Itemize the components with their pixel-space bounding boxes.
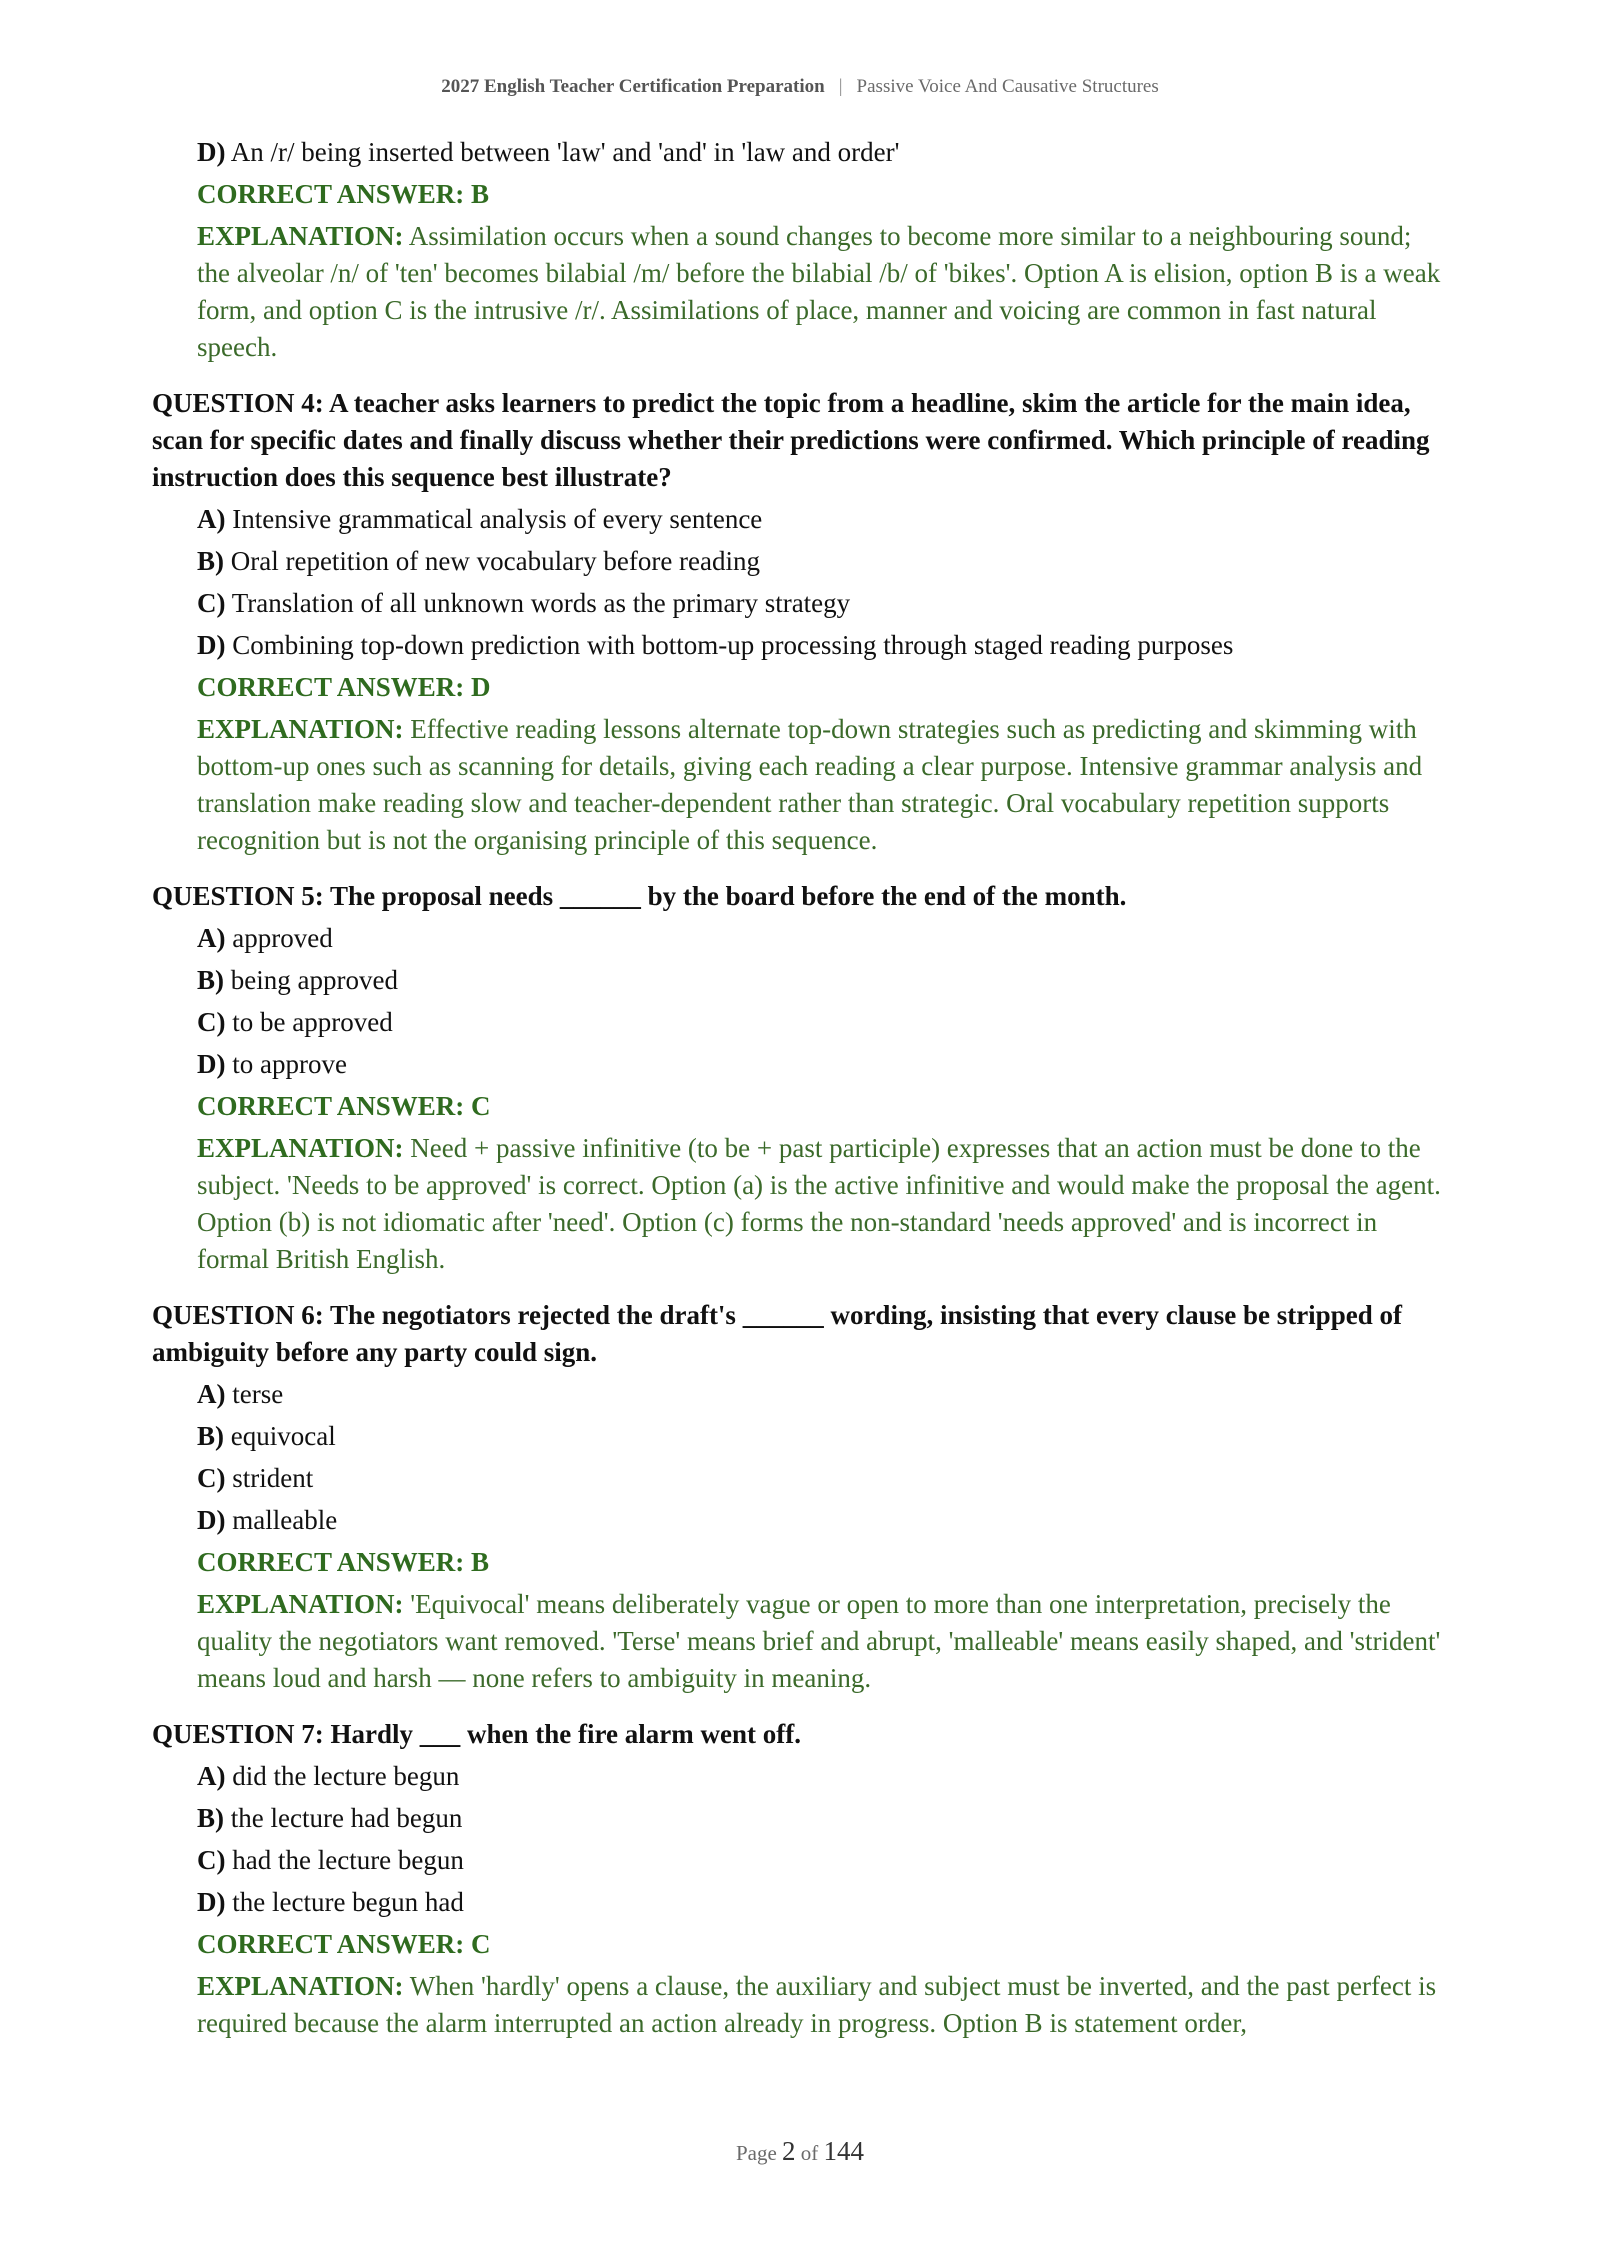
option-letter: A) [197,1761,226,1791]
option-text: Combining top-down prediction with bottom-up processing through staged reading purposes [225,630,1234,660]
option-text: the lecture had begun [224,1803,463,1833]
option-text: strident [225,1463,314,1493]
option-text: Oral repetition of new vocabulary before reading [224,546,761,576]
explanation-label: EXPLANATION: [197,1971,404,2001]
page-content [152,134,1442,2042]
question-7-stem: QUESTION 7: Hardly ___ when the fire alarm went off. [152,1719,801,1749]
question-5-stem: QUESTION 5: The proposal needs ______ by the board before the end of the month. [152,881,1127,911]
q6-correct-answer: CORRECT ANSWER: B [197,1547,490,1577]
option-text: Intensive grammatical analysis of every sentence [225,504,763,534]
option-letter: B) [197,1421,224,1451]
q4-correct-answer: CORRECT ANSWER: D [197,672,491,702]
q6-option-c [197,1460,1442,1497]
option-text: to approve [225,1049,347,1079]
footer-page-number: 2 [782,2136,796,2166]
q4-explanation [197,711,1442,859]
option-text: Translation of all unknown words as the primary strategy [225,588,851,618]
option-letter: D) [197,1505,226,1535]
question-6-stem: QUESTION 6: The negotiators rejected the draft's ______ wording, insisting that every clause be stripped of ambiguity before any party could sign. [152,1300,1402,1367]
option-letter: D) [197,137,226,167]
option-letter: D) [197,1887,226,1917]
option-text: An /r/ being inserted between 'law' and 'and' in 'law and order' [225,137,900,167]
option-letter: A) [197,1379,226,1409]
q6-option-a [197,1376,1442,1413]
q6-option-b [197,1418,1442,1455]
q5-correct-answer: CORRECT ANSWER: C [197,1091,491,1121]
q3-explanation [197,218,1442,366]
explanation-text: Effective reading lessons alternate top-down strategies such as predicting and skimming with bottom-up ones such as scanning for details, giving each reading a clear purpose. Intensive grammar analysis and translation make reading slow and teacher-dependent rather than strategic. Oral vocabulary repetition supports recognition but is not the organising principle of this sequence. [197,714,1423,855]
q6-option-d [197,1502,1442,1539]
option-letter: A) [197,504,226,534]
q7-option-a [197,1758,1442,1795]
explanation-label: EXPLANATION: [197,221,404,251]
question-4-stem: QUESTION 4: A teacher asks learners to predict the topic from a headline, skim the article for the main idea, scan for specific dates and finally discuss whether their predictions were confirmed. Which principle of reading instruction does this sequence best illustrate? [152,388,1430,492]
option-text: to be approved [225,1007,393,1037]
option-letter: B) [197,965,224,995]
footer-page-word: Page [735,2141,777,2165]
option-letter: A) [197,923,226,953]
explanation-label: EXPLANATION: [197,1589,404,1619]
q7-option-d [197,1884,1442,1921]
explanation-label: EXPLANATION: [197,714,404,744]
option-letter: D) [197,630,226,660]
explanation-text: Assimilation occurs when a sound changes to become more similar to a neighbouring sound; the alveolar /n/ of 'ten' becomes bilabial /m/ before the bilabial /b/ of 'bikes'. Option A is elision, option B is a weak form, and option C is the intrusive /r/. Assimilations of place, manner and voicing are common in fast natural speech. [197,221,1441,362]
option-text: the lecture begun had [225,1887,464,1917]
option-text: malleable [225,1505,338,1535]
option-text: had the lecture begun [225,1845,464,1875]
q3-correct-answer: CORRECT ANSWER: B [197,179,490,209]
footer-of-word: of [800,2141,819,2165]
option-letter: C) [197,1845,226,1875]
header-section: Passive Voice And Causative Structures [856,76,1159,97]
option-text: approved [225,923,333,953]
explanation-text: Need + passive infinitive (to be + past participle) expresses that an action must be done to the subject. 'Needs to be approved' is correct. Option (a) is the active infinitive and would make the proposal the agent. Option (b) is not idiomatic after 'need'. Option (c) forms the non-standard 'needs approved' and is incorrect in formal British English. [197,1133,1441,1274]
q4-option-c [197,585,1442,622]
option-letter: B) [197,546,224,576]
option-letter: C) [197,1007,226,1037]
explanation-text: When 'hardly' opens a clause, the auxiliary and subject must be inverted, and the past perfect is required because the alarm interrupted an action already in progress. Option B is statement order, [197,1971,1437,2038]
q4-option-d [197,627,1442,664]
q5-option-b [197,962,1442,999]
q6-explanation [197,1586,1442,1697]
q5-option-a [197,920,1442,957]
footer-total-pages: 144 [823,2136,865,2166]
q5-option-d [197,1046,1442,1083]
option-text: terse [225,1379,284,1409]
q7-option-b [197,1800,1442,1837]
q7-option-c [197,1842,1442,1879]
option-letter: C) [197,1463,226,1493]
option-text: equivocal [224,1421,336,1451]
explanation-text: 'Equivocal' means deliberately vague or open to more than one interpretation, precisely the quality the negotiators want removed. 'Terse' means brief and abrupt, 'malleable' means easily shaped, and 'strident' means loud and harsh — none refers to ambiguity in meaning. [197,1589,1441,1693]
option-letter: C) [197,588,226,618]
option-text: being approved [224,965,398,995]
q5-explanation [197,1130,1442,1278]
q7-correct-answer: CORRECT ANSWER: C [197,1929,491,1959]
explanation-label: EXPLANATION: [197,1133,404,1163]
q5-option-c [197,1004,1442,1041]
header-separator: | [838,76,843,97]
q4-option-a [197,501,1442,538]
page-header [0,76,1600,98]
page-footer [0,2136,1600,2167]
option-letter: B) [197,1803,224,1833]
option-letter: D) [197,1049,226,1079]
q3-option-d [197,134,1442,171]
q7-explanation [197,1968,1442,2042]
option-text: did the lecture begun [225,1761,460,1791]
header-title: 2027 English Teacher Certification Preparation [441,76,825,97]
q4-option-b [197,543,1442,580]
